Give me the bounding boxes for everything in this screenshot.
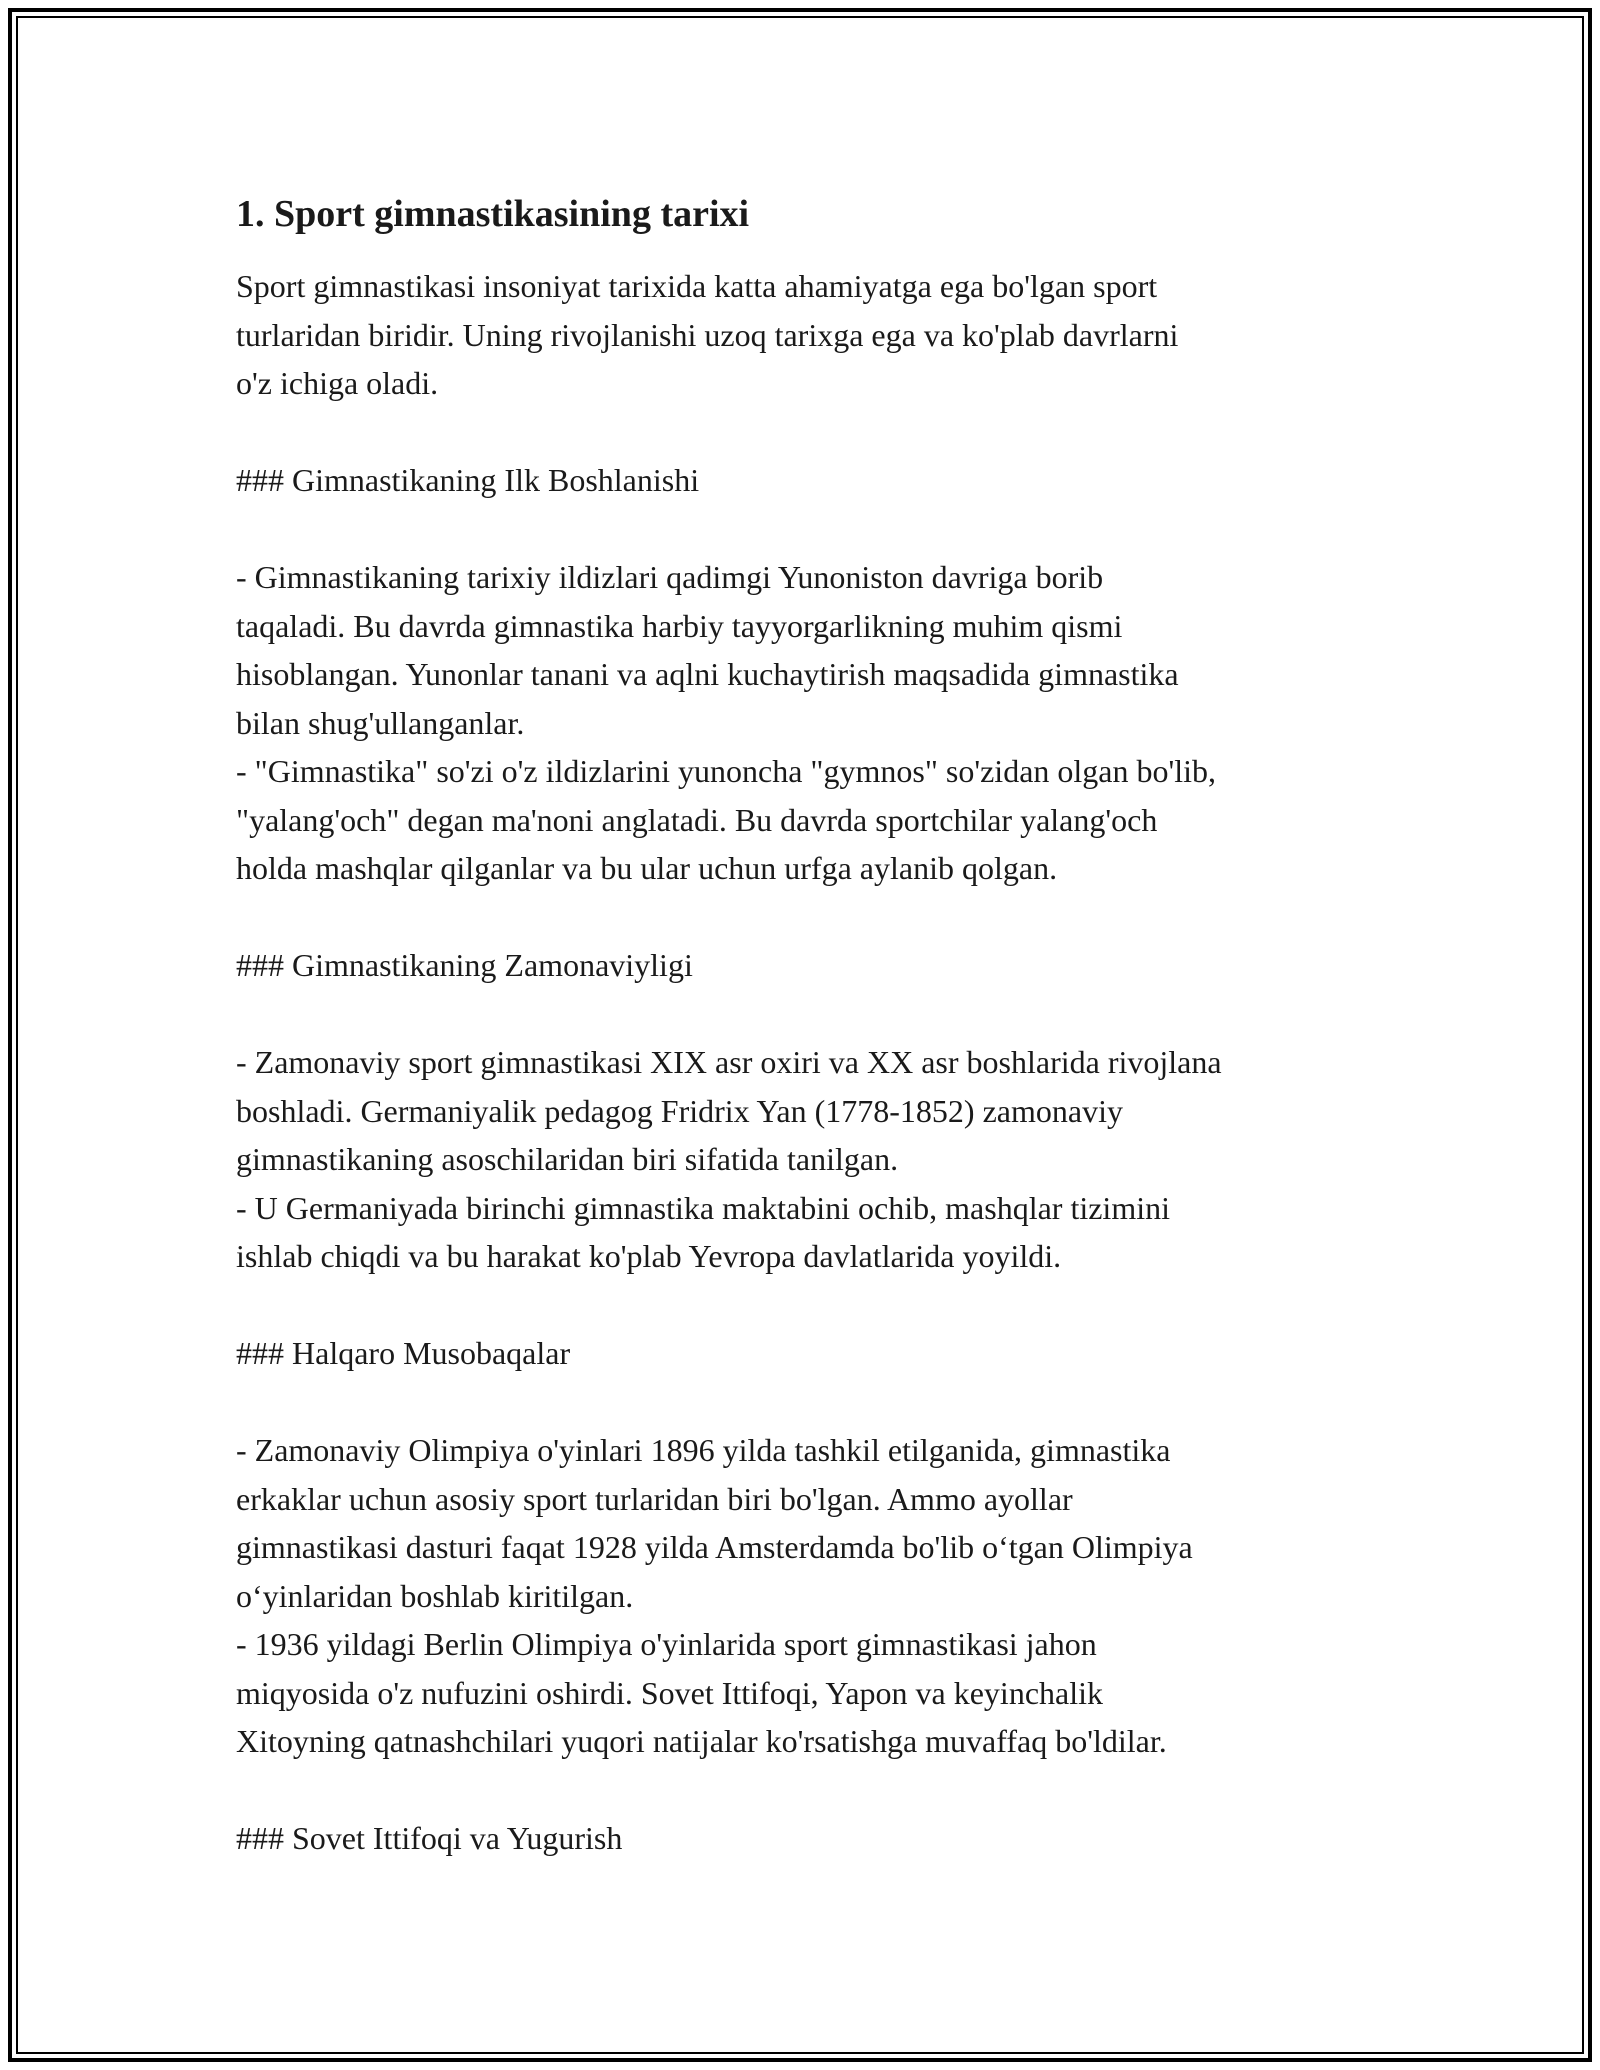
- section-heading: ### Sovet Ittifoqi va Yugurish: [236, 1820, 623, 1856]
- paragraph-spacer: [236, 408, 1376, 457]
- section-heading: ### Gimnastikaning Zamonaviyligi: [236, 947, 693, 983]
- section-body: - Zamonaviy sport gimnastikasi XIX asr oxiri va XX asr boshlarida rivojlana boshladi. Germaniyalik pedagog Fridrix Yan (1778-1852) zamonaviy gimnastikaning asoschilaridan biri sifatida tanilgan. - U Germaniyada birinchi gimnastika maktabini ochib, mashqlar tizimini ishlab chiqdi va bu harakat ko'plab Yevropa davlatlarida yoyildi.: [236, 1044, 1222, 1274]
- section-heading: ### Gimnastikaning Ilk Boshlanishi: [236, 462, 700, 498]
- paragraph-spacer: [236, 1281, 1376, 1330]
- document-title: 1. Sport gimnastikasining tarixi: [236, 193, 750, 235]
- intro-paragraph: Sport gimnastikasi insoniyat tarixida katta ahamiyatga ega bo'lgan sport turlaridan biridir. Uning rivojlanishi uzoq tarixga ega va ko'plab davrlarni o'z ichiga oladi.: [236, 268, 1179, 401]
- section-body: - Gimnastikaning tarixiy ildizlari qadimgi Yunoniston davriga borib taqaladi. Bu davrda gimnastika harbiy tayyorgarlikning muhim qismi hisoblangan. Yunonlar tanani va aqlni kuchaytirish maqsadida gimnastika bilan shug'ullanganlar. - "Gimnastika" so'zi o'z ildizlarini yunoncha "gymnos" so'zidan olgan bo'lib, "yalang'och" degan ma'noni anglatadi. Bu davrda sportchilar yalang'och holda mashqlar qilganlar va bu ular uchun urfga aylanib qolgan.: [236, 559, 1217, 886]
- section-heading: ### Halqaro Musobaqalar: [236, 1335, 571, 1371]
- paragraph-spacer: [236, 1378, 1376, 1427]
- paragraph-spacer: [236, 505, 1376, 554]
- paragraph-spacer: [236, 893, 1376, 942]
- document-body: [236, 186, 1376, 1863]
- paragraph-spacer: [236, 990, 1376, 1039]
- section-body: - Zamonaviy Olimpiya o'yinlari 1896 yilda tashkil etilganida, gimnastika erkaklar uchun asosiy sport turlaridan biri bo'lgan. Ammo ayollar gimnastikasi dasturi faqat 1928 yilda Amsterdamda bo'lib o‘tgan Olimpiya o‘yinlaridan boshlab kiritilgan. - 1936 yildagi Berlin Olimpiya o'yinlarida sport gimnastikasi jahon miqyosida o'z nufuzini oshirdi. Sovet Ittifoqi, Yapon va keyinchalik Xitoyning qatnashchilari yuqori natijalar ko'rsatishga muvaffaq bo'ldilar.: [236, 1432, 1193, 1759]
- paragraph-spacer: [236, 1766, 1376, 1815]
